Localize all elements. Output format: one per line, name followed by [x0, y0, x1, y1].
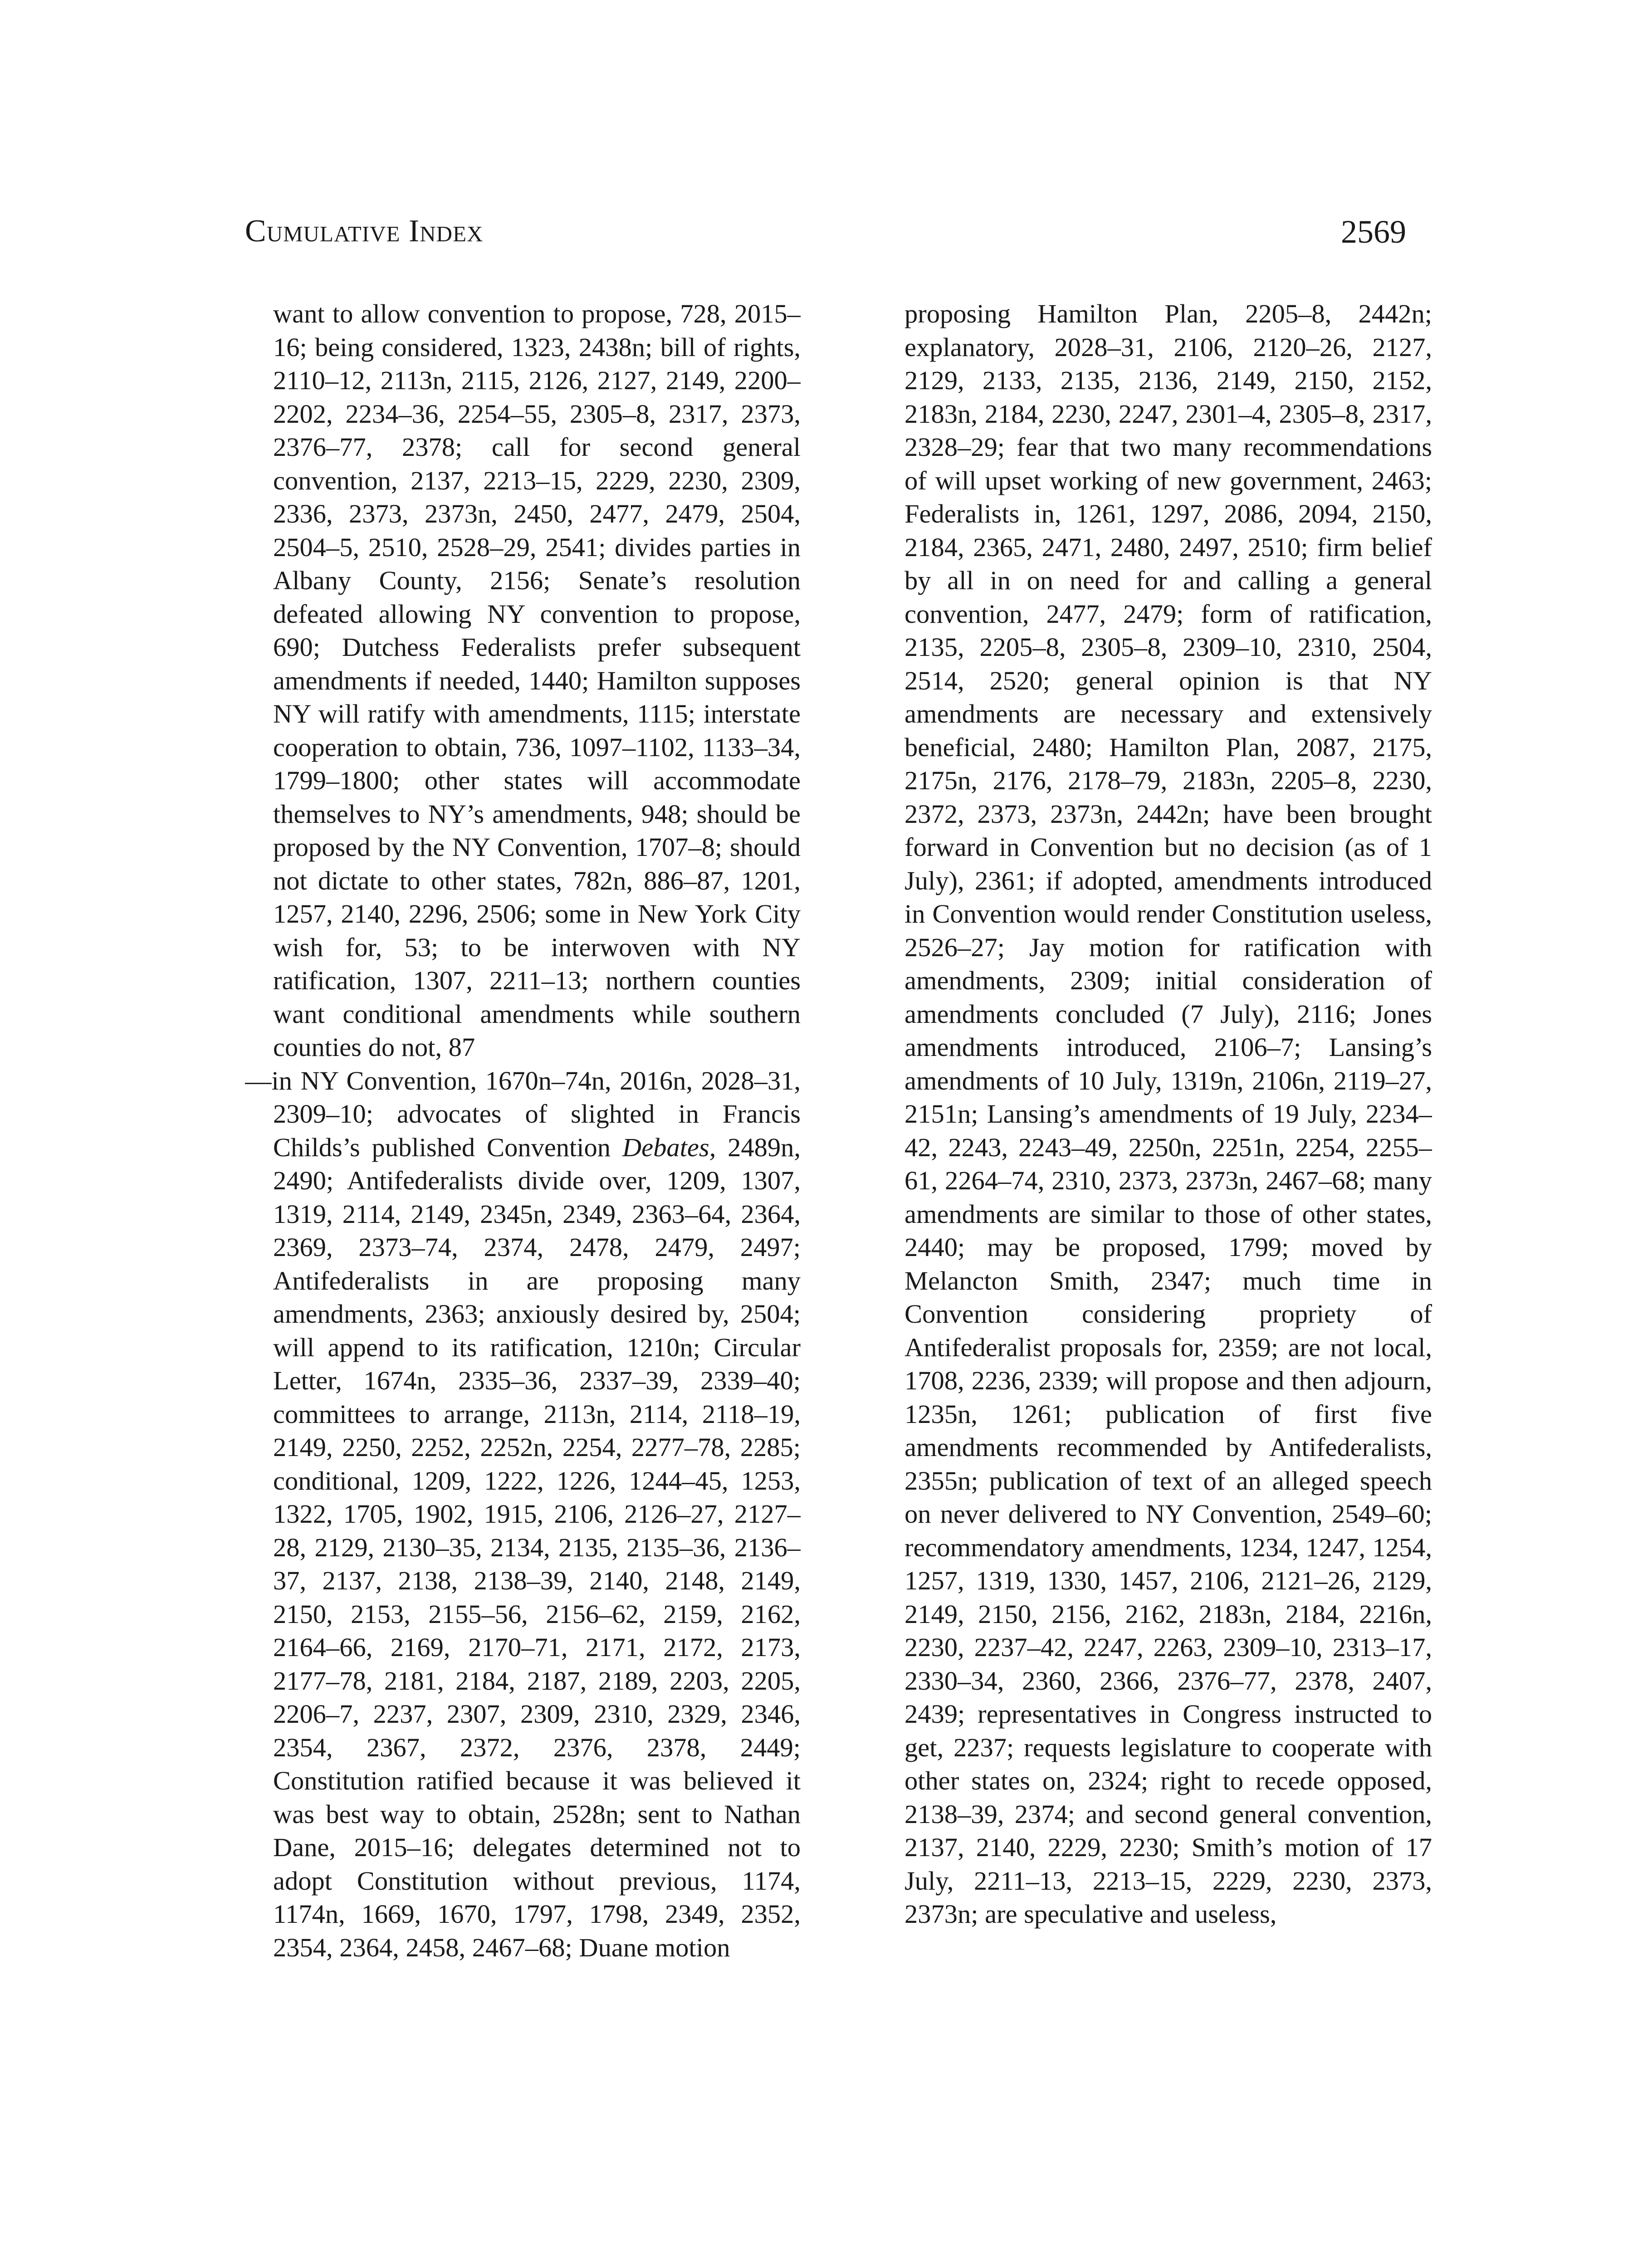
continued-subentry-text: proposing Hamilton Plan, 2205–8, 2442n; explanatory, 2028–31, 2106, 2120–26, 2127, 2129, 2133, 2135, 2136, 2149, 2150, 2152, 2183n, 2184, 2230, 2247, 2301–4, 2305–8, 2317, 2328–29; fear that two many recommendations of will upset working of new government, 2463; Federalists in, 1261, 1297, 2086, 2094, 2150, 2184, 2365, 2471, 2480, 2497, 2510; firm belief by all in on need for and calling a general convention, 2477, 2479; form of ratification, 2135, 2205–8, 2305–8, 2309–10, 2310, 2504, 2514, 2520; general opinion is that NY amendments are necessary and extensively beneficial, 2480; Hamilton Plan, 2087, 2175, 2175n, 2176, 2178–79, 2183n, 2205–8, 2230, 2372, 2373, 2373n, 2442n; have been brought forward in Convention but no decision (as of 1 July), 2361; if adopted, amendments introduced in Convention would render Constitution useless, 2526–27; Jay motion for ratification with amendments, 2309; initial consideration of amendments concluded (7 July), 2116; Jones amendments introduced, 2106–7; Lansing’s amendments of 10 July, 1319n, 2106n, 2119–27, 2151n; Lansing’s amendments of 19 July, 2234–42, 2243, 2243–49, 2250n, 2251n, 2254, 2255–61, 2264–74, 2310, 2373, 2373n, 2467–68; many amendments are similar to those of other states, 2440; may be proposed, 1799; moved by Melancton Smith, 2347; much time in Convention considering propriety of Antifederalist proposals for, 2359; are not local, 1708, 2236, 2339; will propose and then adjourn, 1235n, 1261; publication of first five amendments recommended by Antifederalists, 2355n; publication of text of an alleged speech on never delivered to NY Convention, 2549–60; recommendatory amendments, 1234, 1247, 1254, 1257, 1319, 1330, 1457, 2106, 2121–26, 2129, 2149, 2150, 2156, 2162, 2183n, 2184, 2216n, 2230, 2237–42, 2247, 2263, 2309–10, 2313–17, 2330–34, 2360, 2366, 2376–77, 2378, 2407, 2439; representatives in Congress instructed to get, 2237; requests legislature to cooperate with other states on, 2324; right to recede opposed, 2138–39, 2374; and second general convention, 2137, 2140, 2229, 2230; Smith’s motion of 17 July, 2211–13, 2213–15, 2229, 2230, 2373, 2373n; are speculative and useless, [905, 299, 1432, 1929]
subentry-text-rest: 2489n, 2490; Antifederalists divide over, 1209, 1307, 1319, 2114, 2149, 2345n, 2349, 2363–64, 2364, 2369, 2373–74, 2374, 2478, 2479, 2497; Antifederalists in are proposing many amendments, 2363; anxiously desired by, 2504; will append to its ratification, 1210n; Circular Letter, 1674n, 2335–36, 2337–39, 2339–40; committees to arrange, 2113n, 2114, 2118–19, 2149, 2250, 2252, 2252n, 2254, 2277–78, 2285; conditional, 1209, 1222, 1226, 1244–45, 1253, 1322, 1705, 1902, 1915, 2106, 2126–27, 2127–28, 2129, 2130–35, 2134, 2135, 2135–36, 2136–37, 2137, 2138, 2138–39, 2140, 2148, 2149, 2150, 2153, 2155–56, 2156–62, 2159, 2162, 2164–66, 2169, 2170–71, 2171, 2172, 2173, 2177–78, 2181, 2184, 2187, 2189, 2203, 2205, 2206–7, 2237, 2307, 2309, 2310, 2329, 2346, 2354, 2367, 2372, 2376, 2378, 2449; Constitution ratified because it was believed it was best way to obtain, 2528n; sent to Nathan Dane, 2015–16; delegates determined not to adopt Constitution without previous, 1174, 1174n, 1669, 1670, 1797, 1798, 2349, 2352, 2354, 2364, 2458, 2467–68; Duane motion [273, 1132, 801, 1962]
italic-title-debates: Debates, [622, 1132, 716, 1162]
page-number: 2569 [1341, 214, 1406, 250]
right-column [876, 297, 1432, 2268]
running-title: Cumulative Index [245, 214, 484, 249]
subentry-ny-convention [245, 1064, 801, 1965]
left-column [245, 297, 801, 2268]
subentry-text-start: —in NY Convention, 1670n–74n, 2016n, 2028–31, 2309–10; advocates of slighted in Francis Childs’s published Convention [245, 1066, 801, 1162]
continued-entry-text: want to allow convention to propose, 728, 2015–16; being considered, 1323, 2438n; bill of rights, 2110–12, 2113n, 2115, 2126, 2127, 2149, 2200–2202, 2234–36, 2254–55, 2305–8, 2317, 2373, 2376–77, 2378; call for second general convention, 2137, 2213–15, 2229, 2230, 2309, 2336, 2373, 2373n, 2450, 2477, 2479, 2504, 2504–5, 2510, 2528–29, 2541; divides parties in Albany County, 2156; Senate’s resolution defeated allowing NY convention to propose, 690; Dutchess Federalists prefer subsequent amendments if needed, 1440; Hamilton supposes NY will ratify with amendments, 1115; interstate cooperation to obtain, 736, 1097–1102, 1133–34, 1799–1800; other states will accommodate themselves to NY’s amendments, 948; should be proposed by the NY Convention, 1707–8; should not dictate to other states, 782n, 886–87, 1201, 1257, 2140, 2296, 2506; some in New York City wish for, 53; to be interwoven with NY ratification, 1307, 2211–13; northern counties want conditional amendments while southern counties do not, 87 [273, 299, 801, 1062]
running-head [245, 213, 1406, 263]
